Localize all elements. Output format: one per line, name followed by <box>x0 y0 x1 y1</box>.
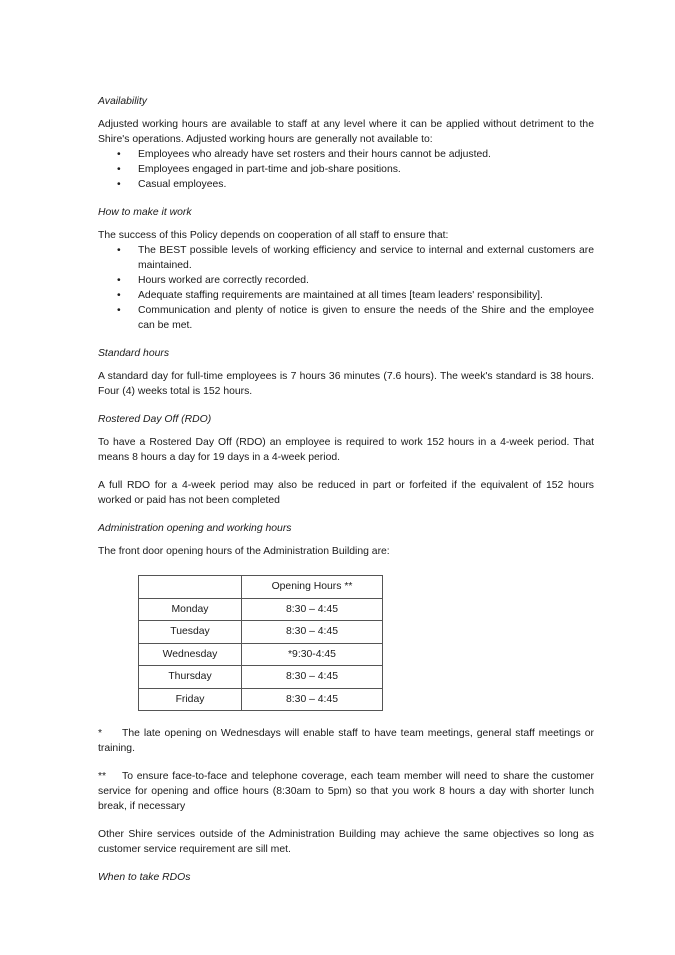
bullet-icon: • <box>117 149 121 160</box>
hours-cell: 8:30 – 4:45 <box>242 688 383 711</box>
day-cell: Monday <box>139 598 242 621</box>
day-cell: Thursday <box>139 666 242 689</box>
table-header-cell <box>139 576 242 599</box>
footnote-2 <box>98 769 594 814</box>
availability-heading: Availability <box>98 96 147 107</box>
table-header-cell: Opening Hours ** <box>242 576 383 599</box>
admin-heading: Administration opening and working hours <box>98 523 292 534</box>
list-item: • Employees who already have set rosters and their hours cannot be adjusted. <box>117 149 491 160</box>
day-cell: Wednesday <box>139 643 242 666</box>
other-services-text: Other Shire services outside of the Administration Building may achieve the same objectives so long as customer service requirement are sill met. <box>98 829 594 855</box>
list-item: • Adequate staffing requirements are maintained at all times [team leaders' responsibility]. <box>117 290 543 301</box>
admin-intro: The front door opening hours of the Administration Building are: <box>98 546 390 557</box>
list-item: • Employees engaged in part-time and job-share positions. <box>117 164 401 175</box>
document-page <box>98 94 594 893</box>
hours-cell: *9:30-4:45 <box>242 643 383 666</box>
standard-hours-text: A standard day for full-time employees is 7 hours 36 minutes (7.6 hours). The week's standard is 38 hours. Four (4) weeks total is 152 hours. <box>98 371 594 397</box>
day-cell: Tuesday <box>139 621 242 644</box>
bullet-icon: • <box>117 164 121 175</box>
table-row <box>139 666 383 689</box>
footnote-1-text: The late opening on Wednesdays will enable staff to have team meetings, general staff meetings or training. <box>98 728 594 754</box>
hours-cell: 8:30 – 4:45 <box>242 621 383 644</box>
availability-intro: Adjusted working hours are available to staff at any level where it can be applied without detriment to the Shire's operations. Adjusted working hours are generally not available to: <box>98 119 594 145</box>
rdo-para-2: A full RDO for a 4-week period may also be reduced in part or forfeited if the equivalent of 152 hours worked or paid has not been completed <box>98 480 594 506</box>
footnote-2-text: To ensure face-to-face and telephone coverage, each team member will need to share the customer service for opening and office hours (8:30am to 5pm) so that you work 8 hours a day with shorter lunch break, if necessary <box>98 771 594 812</box>
hours-cell: 8:30 – 4:45 <box>242 598 383 621</box>
footnote-1 <box>98 726 594 756</box>
list-item: • Casual employees. <box>117 179 227 190</box>
how-to-heading: How to make it work <box>98 207 192 218</box>
when-rdo-heading: When to take RDOs <box>98 872 191 883</box>
bullet-icon: • <box>117 245 121 256</box>
how-to-intro: The success of this Policy depends on cooperation of all staff to ensure that: <box>98 230 449 241</box>
list-item: • The BEST possible levels of working efficiency and service to internal and external customers are maintained. <box>117 245 594 271</box>
list-item: • Communication and plenty of notice is given to ensure the needs of the Shire and the employee can be met. <box>117 305 594 331</box>
standard-hours-heading: Standard hours <box>98 348 170 359</box>
table-header-row <box>139 576 383 599</box>
rdo-heading: Rostered Day Off (RDO) <box>98 414 212 425</box>
bullet-icon: • <box>117 290 121 301</box>
table-row <box>139 688 383 711</box>
day-cell: Friday <box>139 688 242 711</box>
table-row <box>139 643 383 666</box>
availability-list <box>98 147 594 192</box>
list-item: • Hours worked are correctly recorded. <box>117 275 309 286</box>
bullet-icon: • <box>117 305 121 316</box>
table-row <box>139 621 383 644</box>
how-to-list <box>98 243 594 333</box>
rdo-para-1: To have a Rostered Day Off (RDO) an employee is required to work 152 hours in a 4-week period. That means 8 hours a day for 19 days in a 4-week period. <box>98 437 594 463</box>
hours-cell: 8:30 – 4:45 <box>242 666 383 689</box>
opening-hours-table <box>138 575 383 711</box>
bullet-icon: • <box>117 275 121 286</box>
footnote-1-mark: * <box>98 728 103 739</box>
bullet-icon: • <box>117 179 121 190</box>
footnote-2-mark: ** <box>98 771 107 782</box>
table-row <box>139 598 383 621</box>
